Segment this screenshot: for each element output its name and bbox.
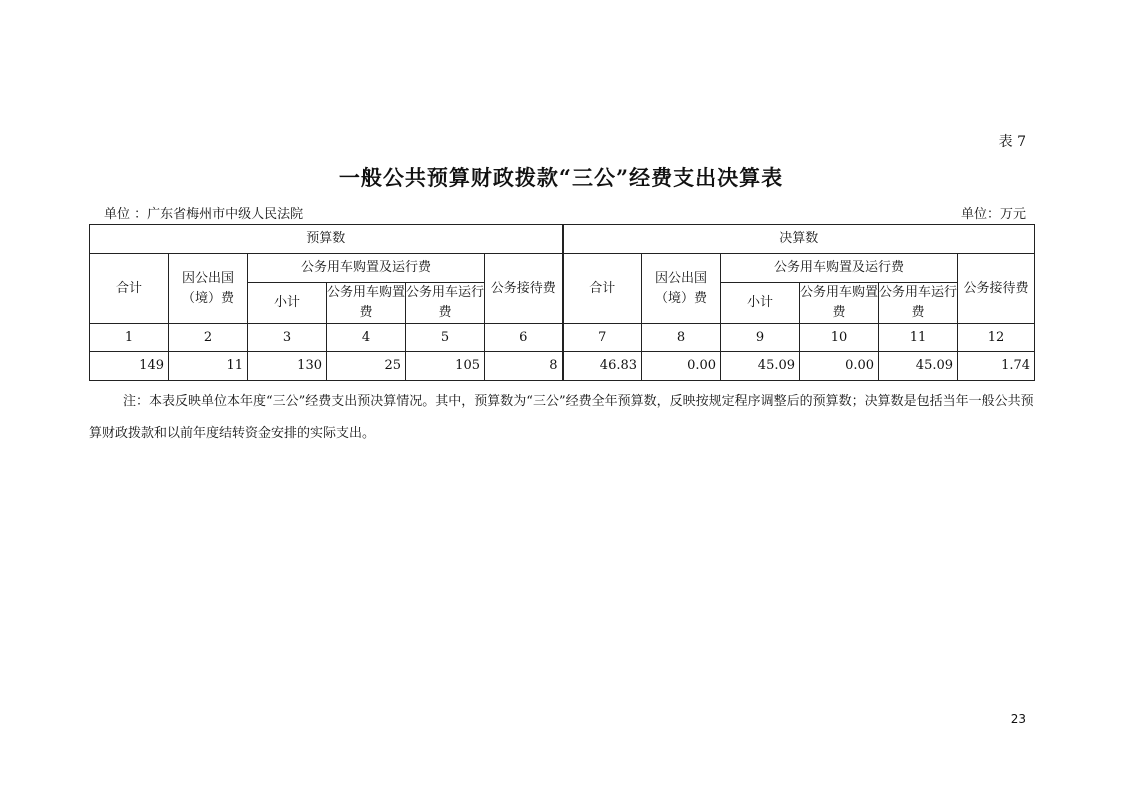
index-cell: 7 [563, 324, 642, 352]
budget-total-header: 合计 [90, 254, 169, 324]
budget-reception-header: 公务接待费 [485, 254, 563, 324]
index-cell: 4 [327, 324, 406, 352]
index-cell: 11 [879, 324, 958, 352]
index-cell: 9 [721, 324, 800, 352]
group-header-row [90, 225, 1035, 254]
budget-abroad-header: 因公出国（境）费 [169, 254, 248, 324]
table-note: 注：本表反映单位本年度“三公”经费支出预决算情况。其中，预算数为“三公”经费全年预算数，反映按规定程序调整后的预算数；决算数是包括当年一般公共预算财政拨款和以前年度结转资金安排的实际支出。 [89, 394, 1034, 441]
final-subtotal-header: 小计 [721, 283, 800, 324]
index-cell: 12 [958, 324, 1035, 352]
category-header-row [90, 254, 1035, 283]
value-cell: 45.09 [721, 352, 800, 381]
index-cell: 10 [800, 324, 879, 352]
budget-group-header: 预算数 [90, 225, 563, 254]
value-cell: 105 [406, 352, 485, 381]
final-group-header: 决算数 [563, 225, 1035, 254]
index-cell: 8 [642, 324, 721, 352]
index-cell: 1 [90, 324, 169, 352]
final-reception-header: 公务接待费 [958, 254, 1035, 324]
value-cell: 130 [248, 352, 327, 381]
page-title: 一般公共预算财政拨款“三公”经费支出决算表 [338, 165, 784, 190]
budget-purchase-header: 公务用车购置费 [327, 283, 406, 324]
currency-unit: 单位：万元 [960, 207, 1026, 222]
value-cell: 45.09 [879, 352, 958, 381]
value-cell: 0.00 [642, 352, 721, 381]
index-cell: 2 [169, 324, 248, 352]
value-cell: 149 [90, 352, 169, 381]
value-cell: 8 [485, 352, 563, 381]
value-cell: 46.83 [563, 352, 642, 381]
final-operation-header: 公务用车运行费 [879, 283, 958, 324]
final-vehicle-header: 公务用车购置及运行费 [721, 254, 958, 283]
index-row [90, 324, 1035, 352]
values-row [90, 352, 1035, 381]
final-abroad-header: 因公出国（境）费 [642, 254, 721, 324]
final-total-header: 合计 [563, 254, 642, 324]
value-cell: 1.74 [958, 352, 1035, 381]
index-cell: 5 [406, 324, 485, 352]
index-cell: 3 [248, 324, 327, 352]
index-cell: 6 [485, 324, 563, 352]
value-cell: 0.00 [800, 352, 879, 381]
budget-vehicle-header: 公务用车购置及运行费 [248, 254, 485, 283]
value-cell: 25 [327, 352, 406, 381]
reporting-unit: 单位 ：广东省梅州市中级人民法院 [104, 207, 304, 222]
table-number: 表 7 [998, 134, 1026, 150]
final-purchase-header: 公务用车购置费 [800, 283, 879, 324]
budget-operation-header: 公务用车运行费 [406, 283, 485, 324]
page-number: 23 [1010, 712, 1026, 726]
three-public-expenses-table [89, 224, 1035, 381]
value-cell: 11 [169, 352, 248, 381]
budget-subtotal-header: 小计 [248, 283, 327, 324]
